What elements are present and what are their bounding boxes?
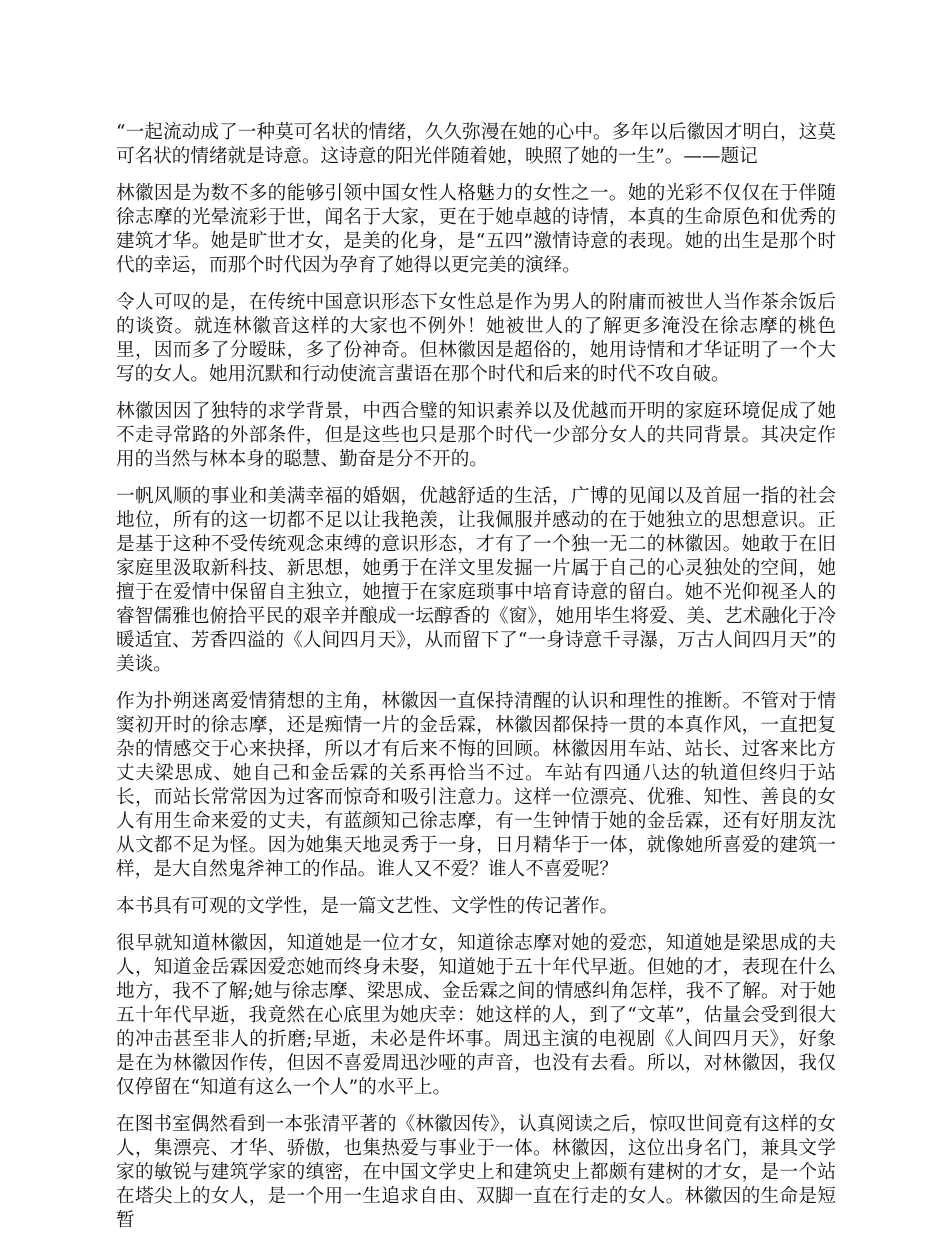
paragraph: 令人可叹的是，在传统中国意识形态下女性总是作为男人的附庸而被世人当作茶余饭后的谈资。就连林徽音这样的大家也不例外！她被世人的了解更多淹没在徐志摩的桃色里，因而多了分暧昧，多了份神奇。但林徽因是超俗的，她用诗情和才华证明了一个大写的女人。她用沉默和行动使流言蜚语在那个时代和后来的时代不攻自破。: [116, 292, 836, 385]
paragraph: 林徽因因了独特的求学背景，中西合璧的知识素养以及优越而开明的家庭环境促成了她不走寻常路的外部条件，但是这些也只是那个时代一少部分女人的共同背景。其决定作用的当然与林本身的聪慧、勤奋是分不开的。: [116, 401, 836, 470]
paragraph: 本书具有可观的文学性，是一篇文艺性、文学性的传记著作。: [116, 896, 619, 917]
paragraph: 在图书室偶然看到一本张清平著的《林徽因传》，认真阅读之后，惊叹世间竟有这样的女人，集漂亮、才华、骄傲，也集热爱与事业于一体。林徽因，这位出身名门，兼具文学家的敏锐与建筑学家的缜密，在中国文学史上和建筑史上都颇有建树的才女，是一个站在塔尖上的女人，是一个用一生追求自由、双脚一直在行走的女人。林徽因的生命是短暂: [116, 1114, 836, 1231]
paragraph: 作为扑朔迷离爱情猜想的主角，林徽因一直保持清醒的认识和理性的推断。不管对于情窦初开时的徐志摩，还是痴情一片的金岳霖，林徽因都保持一贯的本真作风，一直把复杂的情感交于心来抉择，所以才有后来不悔的回顾。林徽因用车站、站长、过客来比方丈夫梁思成、她自己和金岳霖的关系再恰当不过。车站有四通八达的轨道但终归于站长，而站长常常因为过客而惊奇和吸引注意力。这样一位漂亮、优雅、知性、善良的女人有用生命来爱的丈夫，有蓝颜知己徐志摩，有一生钟情于她的金岳霖，还有好朋友沈从文都不足为怪。因为她集天地灵秀于一身，日月精华于一体，就像她所喜爱的建筑一样，是大自然鬼斧神工的作品。谁人又不爱？谁人不喜爱呢？: [116, 691, 836, 880]
document-body: [116, 121, 836, 1246]
paragraph-epigraph: “一起流动成了一种莫可名状的情绪，久久弥漫在她的心中。多年以后徽因才明白，这莫可名状的情绪就是诗意。这诗意的阳光伴随着她，映照了她的一生”。——题记: [116, 122, 836, 167]
paragraph: 很早就知道林徽因，知道她是一位才女，知道徐志摩对她的爱恋，知道她是梁思成的夫人，知道金岳霖因爱恋她而终身未娶，知道她于五十年代早逝。但她的才，表现在什么地方，我不了解;她与徐志摩、梁思成、金岳霖之间的情感纠角怎样，我不了解。对于她五十年代早逝，我竟然在心底里为她庆幸：她这样的人，到了“文革”，估量会受到很大的冲击甚至非人的折磨;早逝，未必是件坏事。周迅主演的电视剧《人间四月天》，好象是在为林徽因作传，但因不喜爱周迅沙哑的声音，也没有去看。所以，对林徽因，我仅仅停留在“知道有这么一个人”的水平上。: [116, 933, 836, 1098]
paragraph: 一帆风顺的事业和美满幸福的婚姻，优越舒适的生活，广博的见闻以及首屈一指的社会地位，所有的这一切都不足以让我艳羡，让我佩服并感动的在于她独立的思想意识。正是基于这种不受传统观念束缚的意识形态，才有了一个独一无二的林徽因。她敢于在旧家庭里汲取新科技、新思想，她勇于在洋文里发掘一片属于自己的心灵独处的空间，她擅于在爱情中保留自主独立，她擅于在家庭琐事中培育诗意的留白。她不光仰视圣人的睿智儒雅也俯拾平民的艰辛并酿成一坛醇香的《窗》，她用毕生将爱、美、艺术融化于冷暖适宜、芳香四溢的《人间四月天》，从而留下了“一身诗意千寻瀑，万古人间四月天”的美谈。: [116, 486, 836, 675]
paragraph: 林徽因是为数不多的能够引领中国女性人格魅力的女性之一。她的光彩不仅仅在于伴随徐志摩的光晕流彩于世，闻名于大家，更在于她卓越的诗情，本真的生命原色和优秀的建筑才华。她是旷世才女，是美的化身，是“五四”激情诗意的表现。她的出生是那个时代的幸运，而那个时代因为孕育了她得以更完美的演绎。: [116, 183, 836, 276]
